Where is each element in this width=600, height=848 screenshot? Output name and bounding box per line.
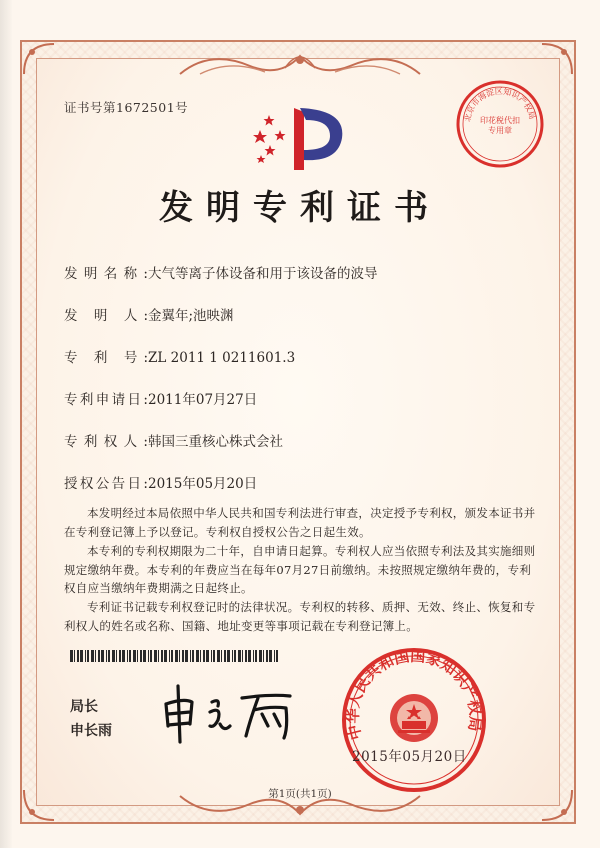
top-ornament-icon xyxy=(170,44,430,84)
patent-office-logo-icon xyxy=(250,100,350,172)
filing-date-row xyxy=(64,388,257,408)
inventor-label: 发 明 人: xyxy=(64,308,148,324)
certificate-number: 证书号第1672501号 xyxy=(64,100,189,115)
grant-date-label: 授权公告日: xyxy=(64,476,148,492)
filing-date-label: 专利申请日: xyxy=(64,392,148,408)
inventor-row xyxy=(64,304,234,324)
certificate-title: 发明专利证书 xyxy=(159,188,441,228)
patent-number-label: 专 利 号: xyxy=(64,350,148,366)
invention-name-label: 发明名称: xyxy=(64,266,148,282)
svg-text:中华人民共和国国家知识产权局: 中华人民共和国国家知识产权局 xyxy=(343,646,485,742)
corner-ornament-icon xyxy=(540,42,574,76)
svg-text:北京市海淀区知识产权局: 北京市海淀区知识产权局 xyxy=(462,86,537,123)
seal-center-text: 印花税代扣专用章 xyxy=(480,116,520,135)
director-signature-icon xyxy=(158,676,308,746)
grant-date-row xyxy=(64,472,257,492)
seal-date: 2015年05月20日 xyxy=(352,749,467,765)
page-number: 第1页(共1页) xyxy=(268,788,332,800)
patentee-label: 专利权人: xyxy=(64,434,148,450)
grant-date-value: 2015年05月20日 xyxy=(148,476,258,492)
invention-name-value: 大气等离子体设备和用于该设备的波导 xyxy=(148,266,378,282)
invention-name-row xyxy=(64,262,378,282)
inventor-value: 金翼年;池映渊 xyxy=(148,308,234,324)
filing-date-value: 2011年07月27日 xyxy=(148,392,258,408)
patent-number-value: ZL 2011 1 0211601.3 xyxy=(148,350,296,366)
paragraph-grant: 本发明经过本局依照中华人民共和国专利法进行审查，决定授予专利权，颁发本证书并在专利登记簿上予以登记。专利权自授权公告之日起生效。 xyxy=(64,506,536,539)
barcode-icon xyxy=(70,650,280,662)
patentee-row xyxy=(64,430,283,450)
scan-edge xyxy=(0,0,12,848)
paragraph-term: 本专利的专利权期限为二十年，自申请日起算。专利权人应当依照专利法及其实施细则规定缴纳年费。本专利的年费应当在每年07月27日前缴纳。未按照规定缴纳年费的，专利权自应当缴纳年费期满之日起终止。 xyxy=(64,544,536,595)
director-title: 局长 xyxy=(70,699,98,715)
tax-stamp-seal-icon xyxy=(454,78,546,170)
director-name: 申长雨 xyxy=(70,723,112,739)
patentee-value: 韩国三重核心株式会社 xyxy=(148,434,283,450)
corner-ornament-icon xyxy=(22,42,56,76)
national-ip-office-seal-icon xyxy=(340,646,488,794)
paragraph-legal-status: 专利证书记载专利权登记时的法律状况。专利权的转移、质押、无效、终止、恢复和专利权人的姓名或名称、国籍、地址变更等事项记载在专利登记簿上。 xyxy=(64,600,536,633)
patent-number-row xyxy=(64,346,295,366)
